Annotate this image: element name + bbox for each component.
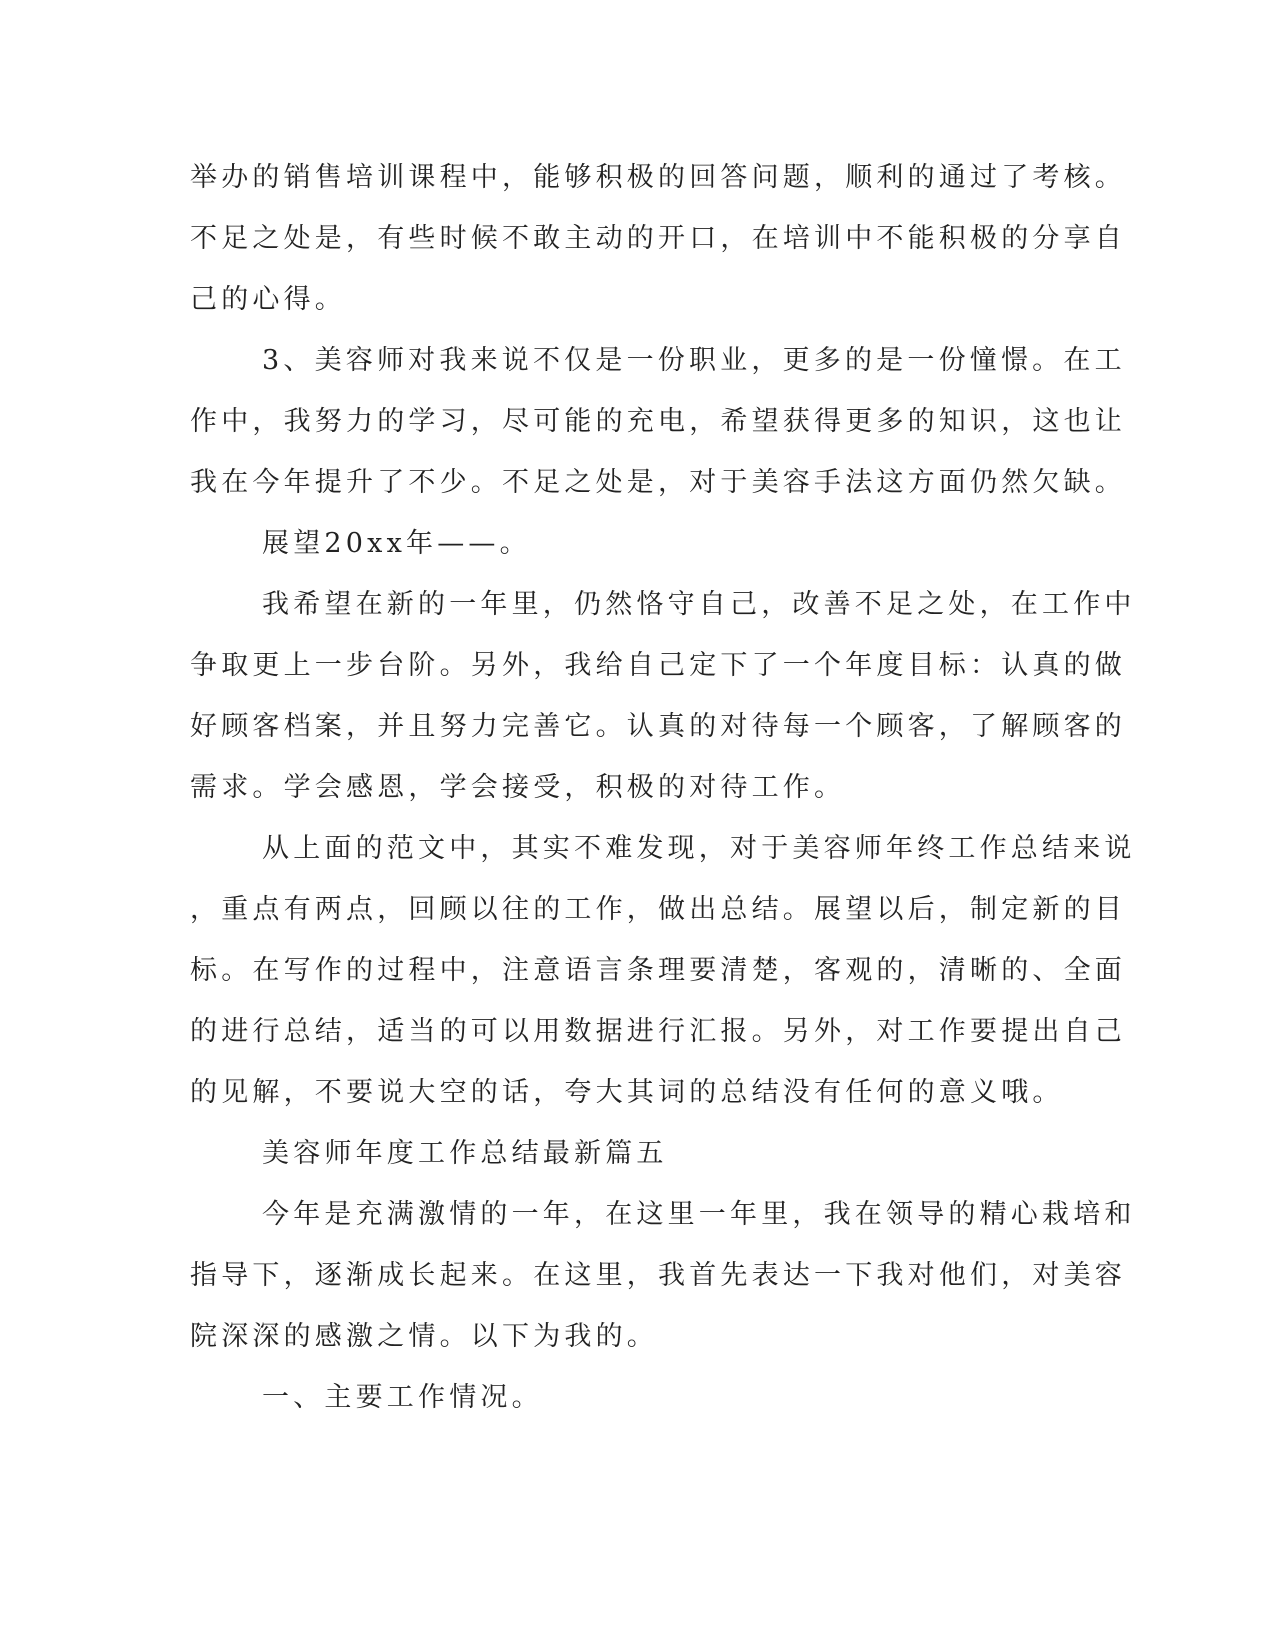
paragraph-start-line: 从上面的范文中，其实不难发现，对于美容师年终工作总结来说 [262, 833, 1136, 864]
text-line: 的进行总结，适当的可以用数据进行汇报。另外，对工作要提出自己 [190, 1016, 1126, 1047]
text-line: 己的心得。 [190, 284, 346, 315]
text-line: 举办的销售培训课程中，能够积极的回答问题，顺利的通过了考核。 [190, 162, 1126, 193]
text-line: 院深深的感激之情。以下为我的。 [190, 1321, 658, 1352]
text-line: 好顾客档案，并且努力完善它。认真的对待每一个顾客，了解顾客的 [190, 711, 1126, 742]
text-line: 的见解，不要说大空的话，夸大其词的总结没有任何的意义哦。 [190, 1077, 1064, 1108]
text-line: 争取更上一步台阶。另外，我给自己定下了一个年度目标：认真的做 [190, 650, 1126, 681]
subsection-heading: 一、主要工作情况。 [262, 1382, 543, 1413]
text-line: 不足之处是，有些时候不敢主动的开口，在培训中不能积极的分享自 [190, 223, 1126, 254]
paragraph-start-line: 我希望在新的一年里，仍然恪守自己，改善不足之处，在工作中 [262, 589, 1136, 620]
document-body [190, 162, 1136, 1444]
text-line: 需求。学会感恩，学会接受，积极的对待工作。 [190, 772, 846, 803]
text-line: 作中，我努力的学习，尽可能的充电，希望获得更多的知识，这也让 [190, 406, 1126, 437]
text-line: 指导下，逐渐成长起来。在这里，我首先表达一下我对他们，对美容 [190, 1260, 1126, 1291]
text-line: 标。在写作的过程中，注意语言条理要清楚，客观的，清晰的、全面 [190, 955, 1126, 986]
paragraph-start-line: 3、美容师对我来说不仅是一份职业，更多的是一份憧憬。在工 [262, 345, 1126, 376]
paragraph-start-line: 今年是充满激情的一年，在这里一年里，我在领导的精心栽培和 [262, 1199, 1136, 1230]
text-line: 我在今年提升了不少。不足之处是，对于美容手法这方面仍然欠缺。 [190, 467, 1126, 498]
section-heading-outlook: 展望20xx年——。 [262, 528, 531, 559]
text-line: ，重点有两点，回顾以往的工作，做出总结。展望以后，制定新的目 [190, 894, 1126, 925]
section-title: 美容师年度工作总结最新篇五 [262, 1138, 668, 1169]
